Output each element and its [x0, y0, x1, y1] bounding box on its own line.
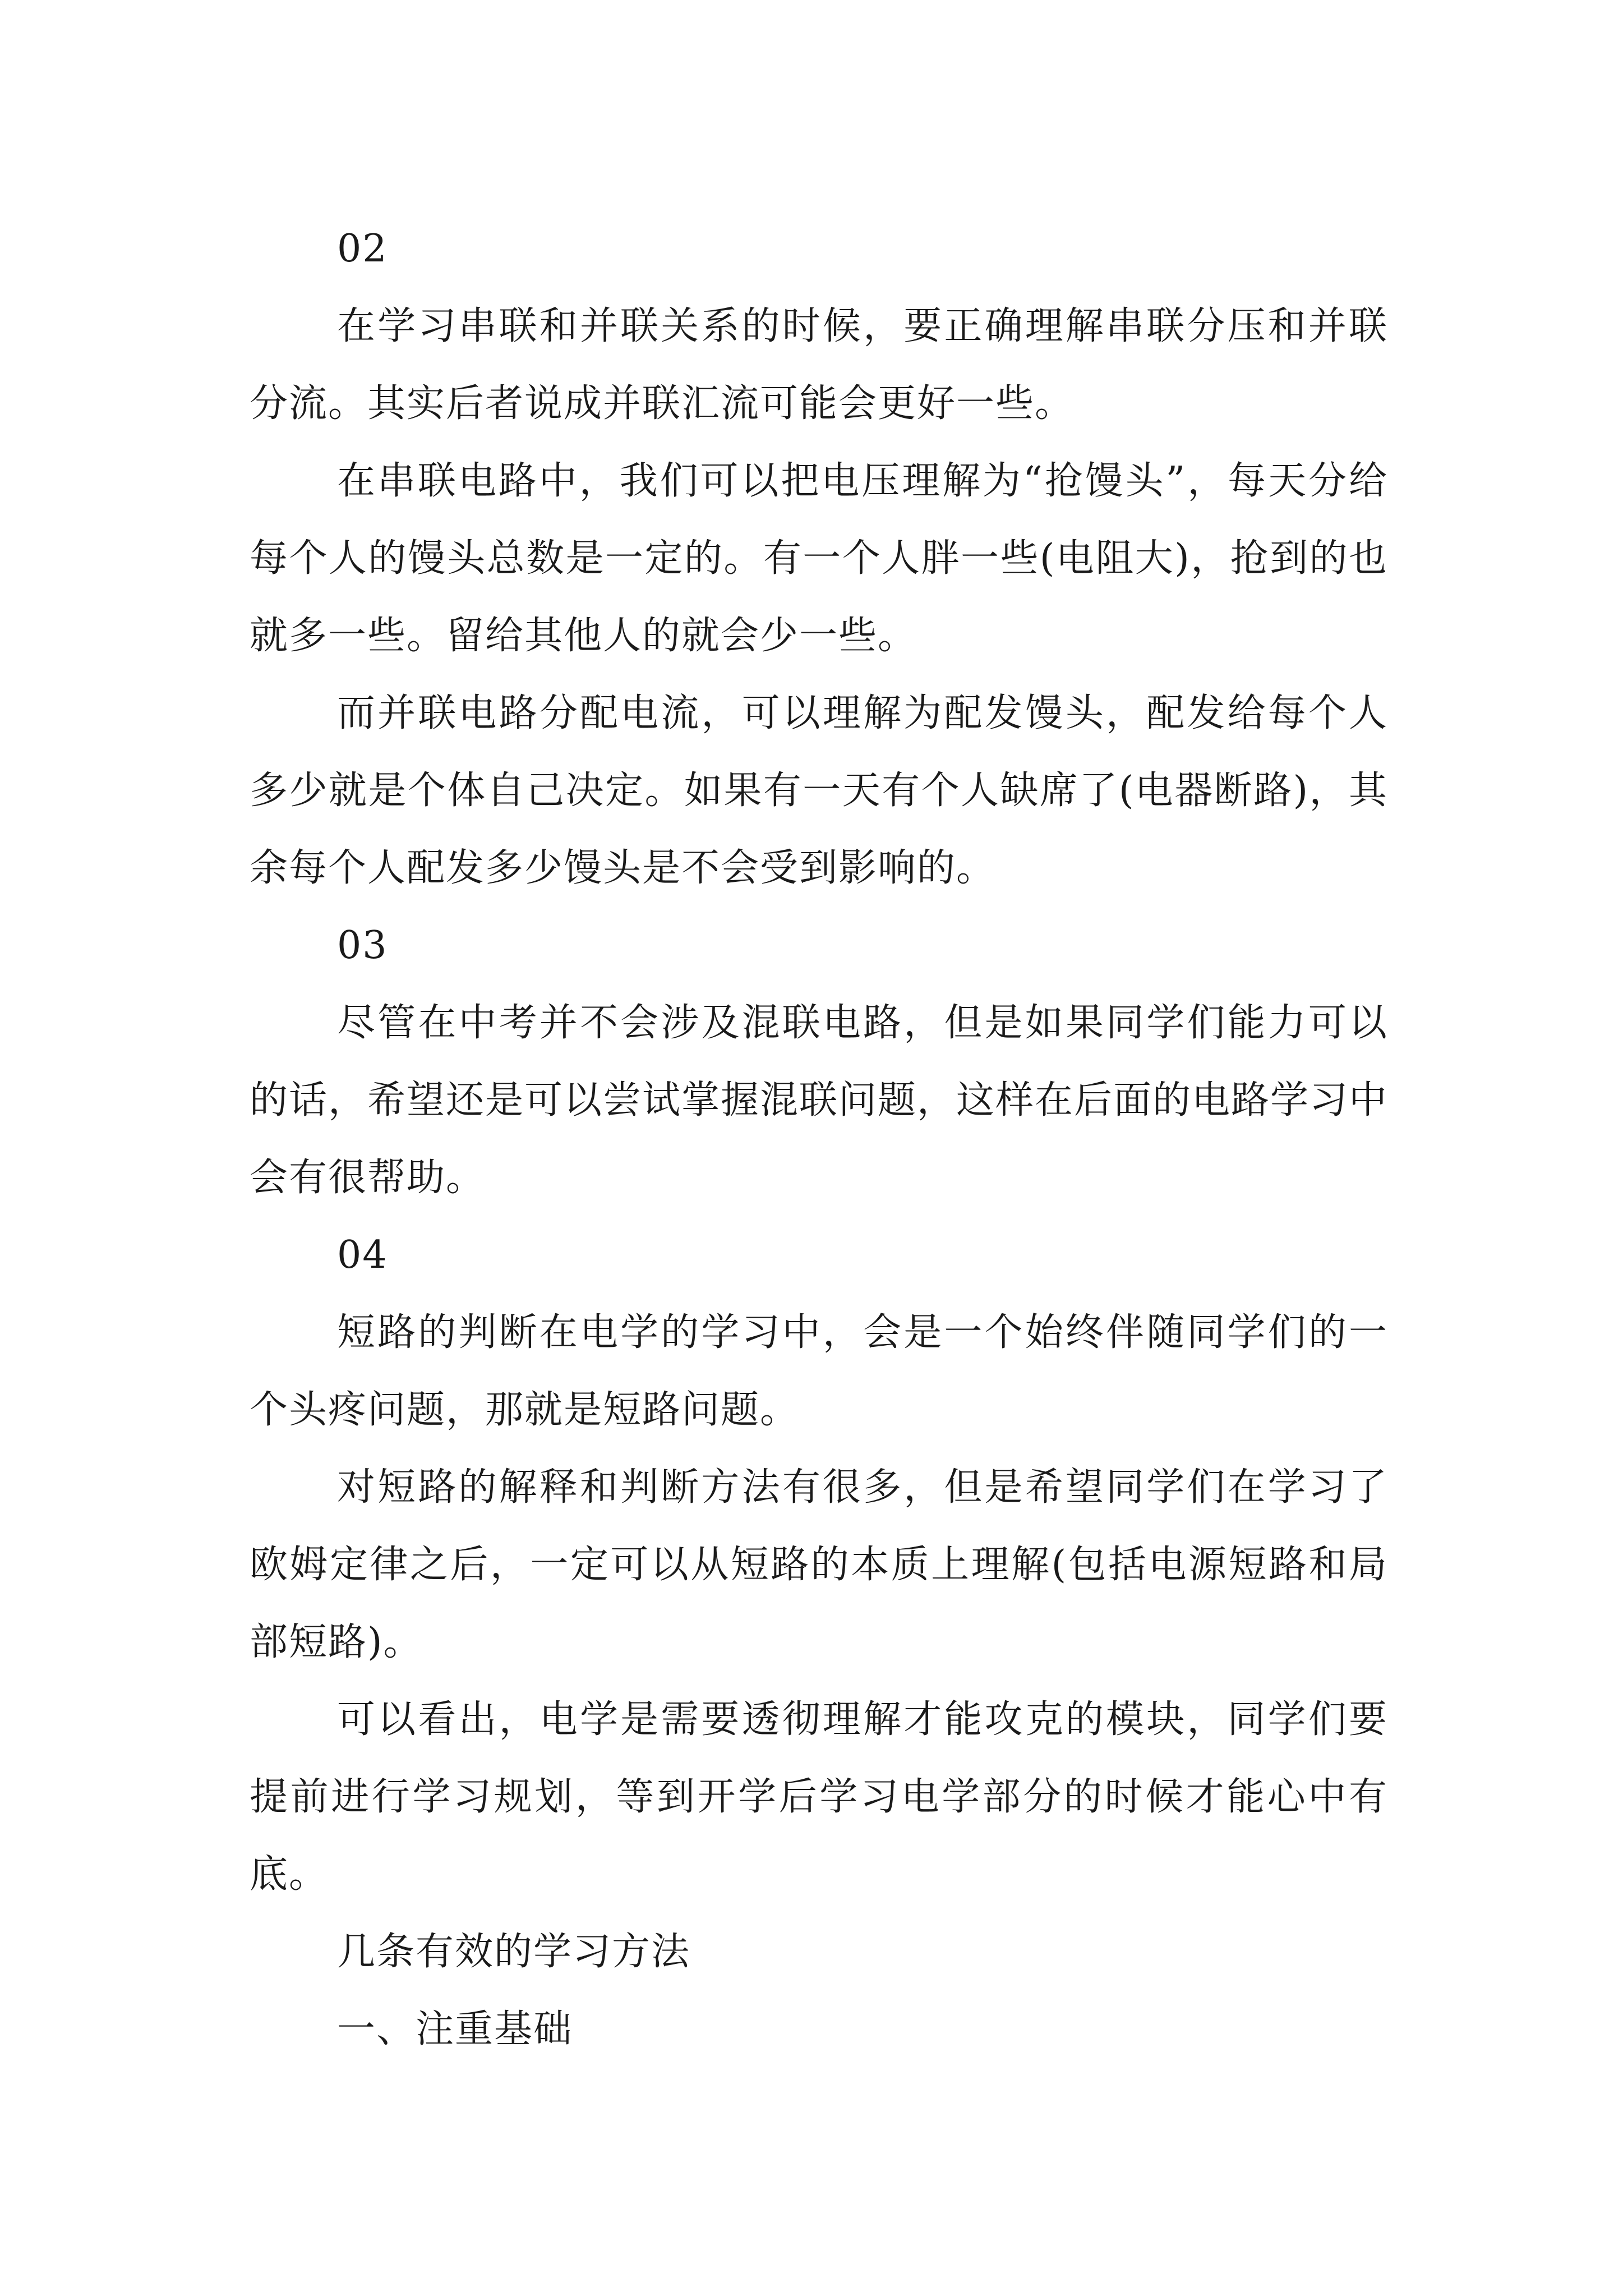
section-number-03: 03 — [337, 923, 388, 968]
section-number-04: 04 — [337, 1233, 388, 1277]
heading-effective-methods: 几条有效的学习方法 — [337, 1930, 691, 1974]
paragraph-series-voltage-analogy: 在串联电路中，我们可以把电压理解为“抢馒头”，每天分给每个人的馒头总数是一定的。有一个人胖一些(电阻大)，抢到的也就多一些。留给其他人的就会少一些。 — [250, 459, 1388, 658]
paragraph-short-circuit-ohms-law: 对短路的解释和判断方法有很多，但是希望同学们在学习了欧姆定律之后，一定可以从短路的本质上理解(包括电源短路和局部短路)。 — [250, 1465, 1388, 1664]
paragraph-series-parallel-intro: 在学习串联和并联关系的时候，要正确理解串联分压和并联分流。其实后者说成并联汇流可能会更好一些。 — [250, 304, 1388, 426]
paragraph-parallel-current-analogy: 而并联电路分配电流，可以理解为配发馒头，配发给每个人多少就是个体自己决定。如果有一天有个人缺席了(电器断路)，其余每个人配发多少馒头是不会受到影响的。 — [250, 691, 1388, 890]
body-text — [250, 210, 1388, 2068]
section-number-02: 02 — [337, 227, 388, 271]
paragraph-short-circuit-problem: 短路的判断在电学的学习中，会是一个始终伴随同学们的一个头疼问题，那就是短路问题。 — [250, 1310, 1388, 1432]
paragraph-study-planning: 可以看出，电学是需要透彻理解才能攻克的模块，同学们要提前进行学习规划，等到开学后学习电学部分的时候才能心中有底。 — [250, 1697, 1388, 1897]
heading-focus-on-basics: 一、注重基础 — [337, 2007, 573, 2051]
paragraph-mixed-circuits: 尽管在中考并不会涉及混联电路，但是如果同学们能力可以的话，希望还是可以尝试掌握混联问题，这样在后面的电路学习中会有很帮助。 — [250, 1001, 1389, 1200]
